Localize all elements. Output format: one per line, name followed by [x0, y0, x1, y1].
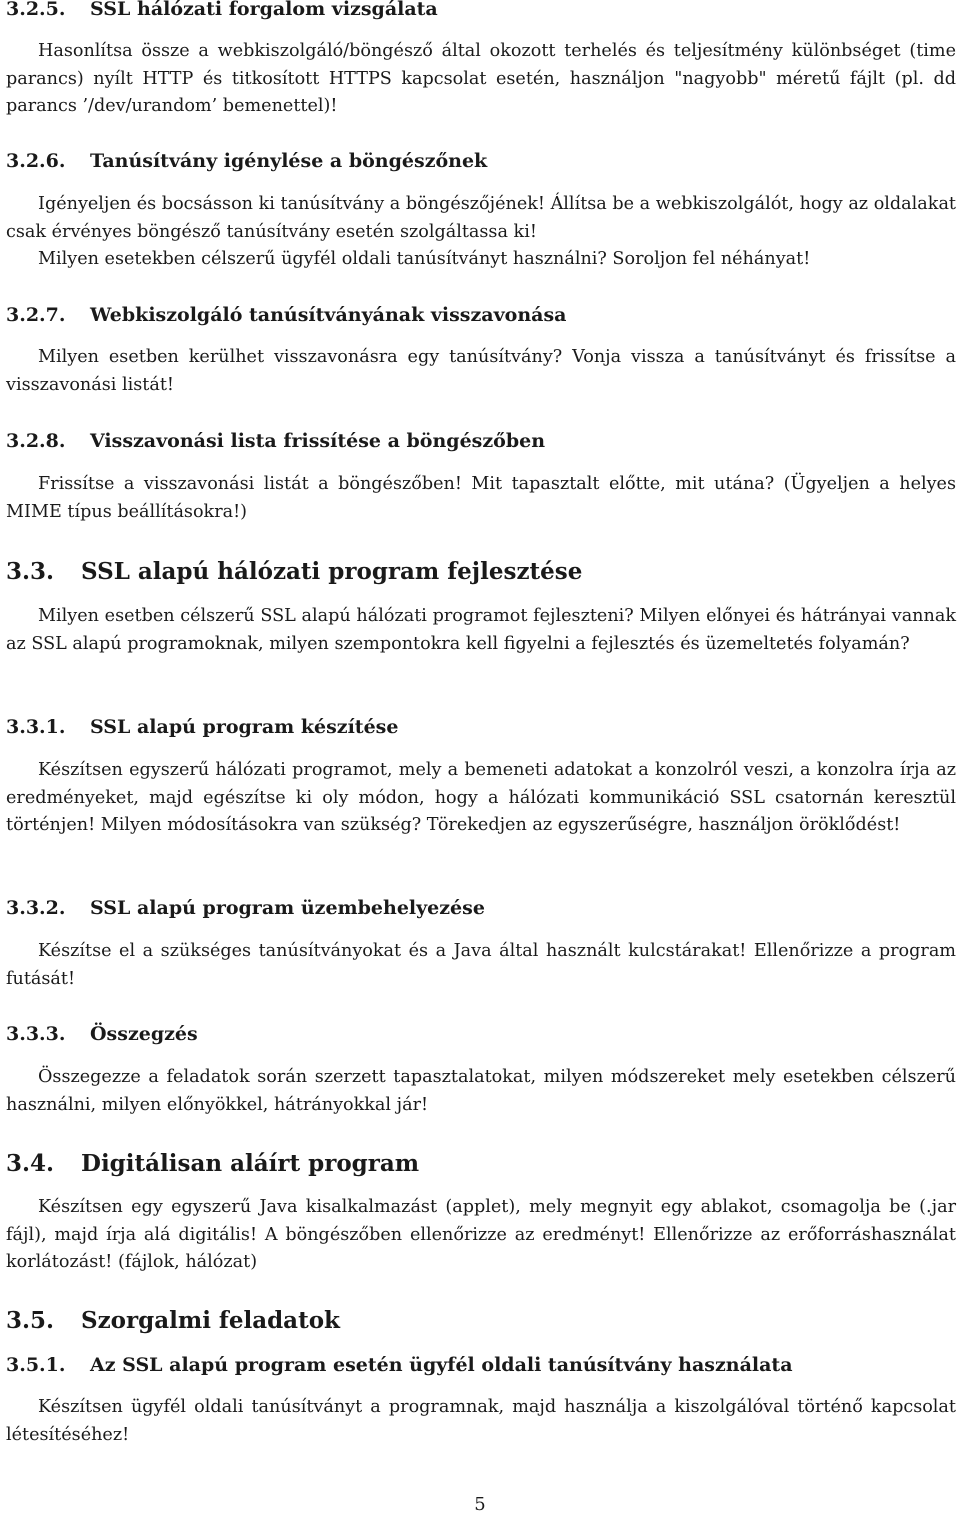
section-title: Az SSL alapú program esetén ügyfél oldali tanúsítvány használata — [90, 1354, 793, 1376]
section-title: Digitálisan aláírt program — [81, 1150, 420, 1177]
heading-3-3 — [6, 558, 582, 585]
paragraph-text: Frissítse a visszavonási listát a böngészőben! Mit tapasztalt előtte, mit utána? (Ügyeljen a helyes MIME típus beállításokra!) — [6, 474, 956, 522]
paragraph-3-3-3 — [6, 1064, 956, 1119]
section-number: 3.5. — [6, 1307, 55, 1334]
paragraph-text: Összegezze a feladatok során szerzett tapasztalatokat, milyen módszereket mely esetekben célszerű használni, milyen előnyökkel, hátrányokkal jár! — [6, 1067, 956, 1115]
heading-3-2-6 — [6, 150, 487, 172]
paragraph-3-2-6-b — [6, 246, 956, 274]
paragraph-text: Készítsen egyszerű hálózati programot, mely a bemeneti adatokat a konzolról veszi, a konzolra írja az eredményeket, majd egészítse ki oly módon, hogy a hálózati kommunikáció SSL csatornán keresztül történjen! Milyen módosításokra van szükség? Törekedjen az egyszerűségre, használjon öröklődést! — [6, 760, 956, 835]
section-title: SSL alapú program készítése — [90, 716, 399, 738]
section-number: 3.3.2. — [6, 897, 66, 919]
heading-3-3-3 — [6, 1023, 198, 1045]
paragraph-3-2-8 — [6, 471, 956, 526]
section-title: SSL hálózati forgalom vizsgálata — [90, 0, 438, 20]
heading-3-5 — [6, 1307, 340, 1334]
section-title: SSL alapú program üzembehelyezése — [90, 897, 485, 919]
paragraph-text: Milyen esetben célszerű SSL alapú hálózati programot fejleszteni? Milyen előnyei és hátrányai vannak az SSL alapú programoknak, milyen szempontokra kell figyelni a fejlesztés és üzemeltetés folyamán? — [6, 606, 956, 654]
section-number: 3.3. — [6, 558, 55, 585]
paragraph-3-3 — [6, 603, 956, 658]
paragraph-3-3-1 — [6, 757, 956, 840]
heading-3-2-7 — [6, 304, 566, 326]
paragraph-text: Készítsen ügyfél oldali tanúsítványt a programnak, majd használja a kiszolgálóval történő kapcsolat létesítéséhez! — [6, 1397, 956, 1445]
paragraph-text: Készítsen egy egyszerű Java kisalkalmazást (applet), mely megnyit egy ablakot, csomagolja be (.jar fájl), majd írja alá digitális! A böngészőben ellenőrizze az eredményt! Ellenőrizze az erőforráshasználat korlátozást! (fájlok, hálózat) — [6, 1197, 956, 1272]
heading-3-3-2 — [6, 897, 485, 919]
section-number: 3.3.1. — [6, 716, 66, 738]
section-title: Tanúsítvány igénylése a böngészőnek — [90, 150, 488, 172]
paragraph-3-5-1 — [6, 1394, 956, 1449]
section-number: 3.2.7. — [6, 304, 66, 326]
section-number: 3.3.3. — [6, 1023, 66, 1045]
paragraph-3-3-2 — [6, 938, 956, 993]
section-number: 3.2.5. — [6, 0, 66, 20]
section-title: Összegzés — [90, 1023, 198, 1045]
heading-3-5-1 — [6, 1354, 793, 1376]
section-number: 3.2.8. — [6, 430, 66, 452]
paragraph-3-2-5 — [6, 38, 956, 121]
section-number: 3.2.6. — [6, 150, 66, 172]
page-number: 5 — [474, 1494, 486, 1515]
heading-3-2-8 — [6, 430, 545, 452]
section-title: Szorgalmi feladatok — [81, 1307, 340, 1334]
heading-3-4 — [6, 1150, 419, 1177]
paragraph-text: Hasonlítsa össze a webkiszolgáló/böngésző által okozott terhelés és teljesítmény különbséget (time parancs) nyílt HTTP és titkosított HTTPS kapcsolat esetén, használjon "nagyobb" méretű fájlt (pl. dd parancs ’/dev/urandom’ bemenettel)! — [6, 41, 956, 116]
heading-3-3-1 — [6, 716, 398, 738]
section-number: 3.4. — [6, 1150, 55, 1177]
section-number: 3.5.1. — [6, 1354, 66, 1376]
section-title: SSL alapú hálózati program fejlesztése — [81, 558, 583, 585]
paragraph-text: Milyen esetekben célszerű ügyfél oldali tanúsítványt használni? Soroljon fel néhányat! — [38, 249, 811, 269]
paragraph-text: Milyen esetben kerülhet visszavonásra egy tanúsítvány? Vonja vissza a tanúsítványt és frissítse a visszavonási listát! — [6, 347, 956, 395]
section-title: Visszavonási lista frissítése a böngészőben — [90, 430, 546, 452]
section-title: Webkiszolgáló tanúsítványának visszavonása — [90, 304, 567, 326]
paragraph-3-2-7 — [6, 344, 956, 399]
paragraph-3-2-6 — [6, 191, 956, 246]
paragraph-text: Készítse el a szükséges tanúsítványokat és a Java által használt kulcstárakat! Ellenőrizze a program futását! — [6, 941, 956, 989]
heading-3-2-5 — [6, 0, 438, 20]
paragraph-3-4 — [6, 1194, 956, 1277]
paragraph-text: Igényeljen és bocsásson ki tanúsítvány a böngészőjének! Állítsa be a webkiszolgálót, hogy az oldalakat csak érvényes böngésző tanúsítvány esetén szolgáltassa ki! — [6, 194, 956, 242]
